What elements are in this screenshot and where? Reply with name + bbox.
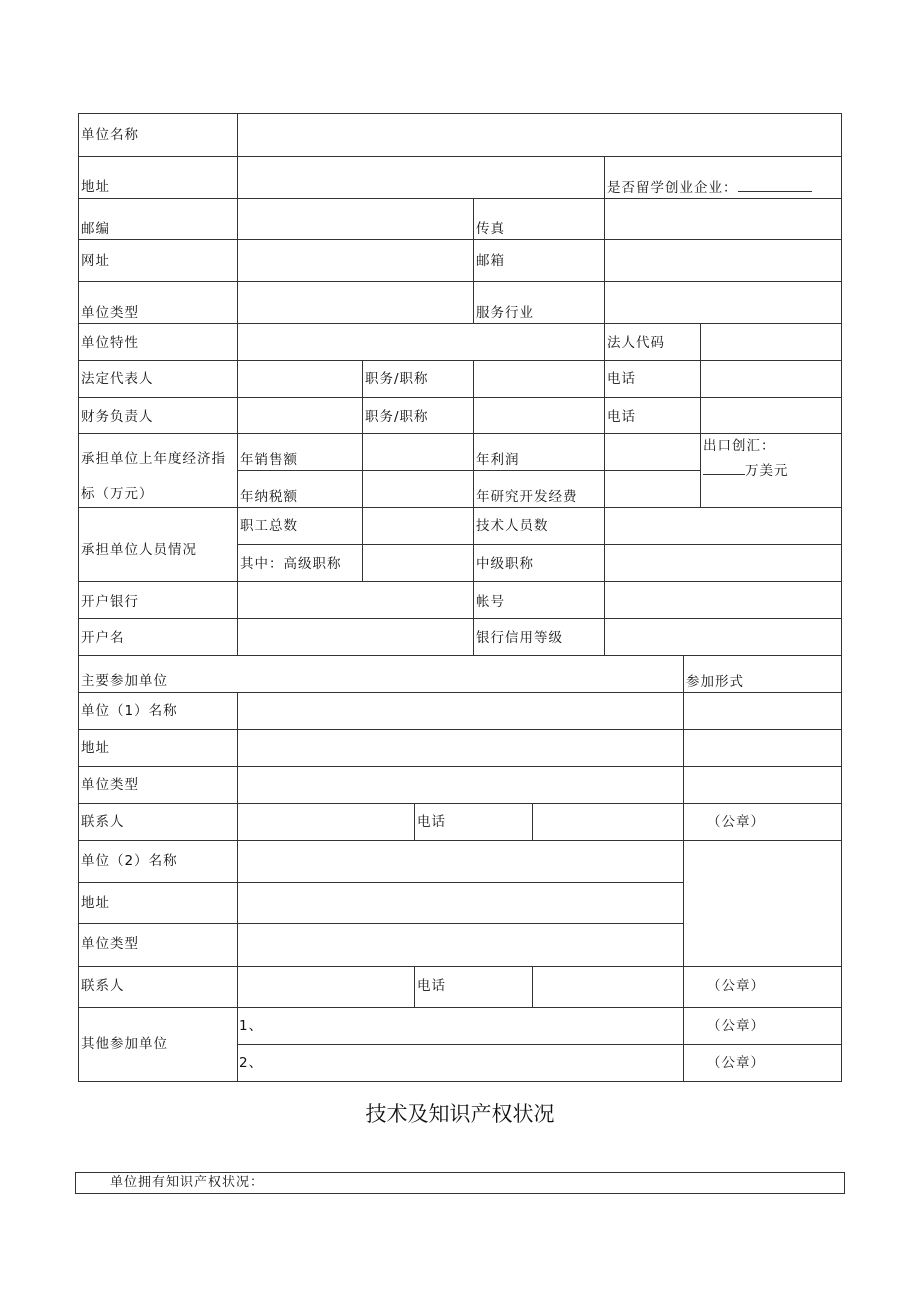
account-name-label: 开户名 [81,630,125,646]
legal-rep-label: 法定代表人 [81,371,154,387]
unit2-seal-label: （公章） [707,978,765,994]
legal-code-label: 法人代码 [607,335,665,351]
legal-rep-position-label: 职务/职称 [365,371,429,387]
participants-header: 主要参加单位 [81,673,168,689]
annual-sales-label: 年销售额 [240,452,298,468]
postcode-label: 邮编 [81,221,110,237]
unit1-phone-label: 电话 [417,814,446,830]
address-field[interactable] [239,158,603,197]
legal-rep-phone-label: 电话 [607,371,636,387]
finance-position-label: 职务/职称 [365,409,429,425]
address-label: 地址 [81,179,110,195]
unit1-seal-label: （公章） [707,814,765,830]
unit2-type-label: 单位类型 [81,936,139,952]
export-amount-blank[interactable] [703,462,745,475]
other-unit-2-seal: （公章） [707,1055,765,1071]
other-unit-2-label: 2、 [239,1055,264,1071]
ip-status-box[interactable] [75,1172,845,1194]
annual-profit-label: 年利润 [476,452,520,468]
other-unit-1-label: 1、 [239,1018,264,1034]
unit2-name-label: 单位（2）名称 [81,853,178,869]
account-label: 帐号 [476,594,505,610]
senior-title-label: 其中：高级职称 [240,556,342,572]
unit2-contact-label: 联系人 [81,978,125,994]
finance-head-label: 财务负责人 [81,409,154,425]
bank-label: 开户银行 [81,594,139,610]
unit-type-label: 单位类型 [81,305,139,321]
unit2-address-label: 地址 [81,895,110,911]
tech-staff-label: 技术人员数 [476,518,549,534]
unit1-name-label: 单位（1）名称 [81,703,178,719]
mid-title-label: 中级职称 [476,556,534,572]
export-unit-label: 万美元 [703,462,789,479]
econ-indicator-label-line1: 承担单位上年度经济指 [81,451,226,467]
section-title: 技术及知识产权状况 [365,1102,555,1126]
other-units-label: 其他参加单位 [81,1036,168,1052]
email-label: 邮箱 [476,253,505,269]
fax-label: 传真 [476,221,505,237]
unit1-type-label: 单位类型 [81,777,139,793]
returnee-answer-blank[interactable] [738,179,812,192]
unit1-contact-label: 联系人 [81,814,125,830]
website-label: 网址 [81,253,110,269]
unit-name-label: 单位名称 [81,127,139,143]
participation-form-header: 参加形式 [686,674,744,690]
unit1-address-label: 地址 [81,740,110,756]
ip-status-label: 单位拥有知识产权状况： [110,1175,265,1190]
staff-info-label: 承担单位人员情况 [81,542,197,558]
econ-indicator-label-line2: 标（万元） [81,486,154,502]
unit2-phone-label: 电话 [417,978,446,994]
other-unit-1-seal: （公章） [707,1018,765,1034]
export-label: 出口创汇： [703,438,776,454]
annual-rd-label: 年研究开发经费 [476,489,578,505]
finance-phone-label: 电话 [607,409,636,425]
unit-name-field[interactable] [239,115,840,155]
total-staff-label: 职工总数 [240,518,298,534]
unit-nature-label: 单位特性 [81,335,139,351]
service-industry-label: 服务行业 [476,305,534,321]
credit-rating-label: 银行信用等级 [476,630,563,646]
returnee-enterprise-label: 是否留学创业企业： [607,179,812,196]
annual-tax-label: 年纳税额 [240,489,298,505]
